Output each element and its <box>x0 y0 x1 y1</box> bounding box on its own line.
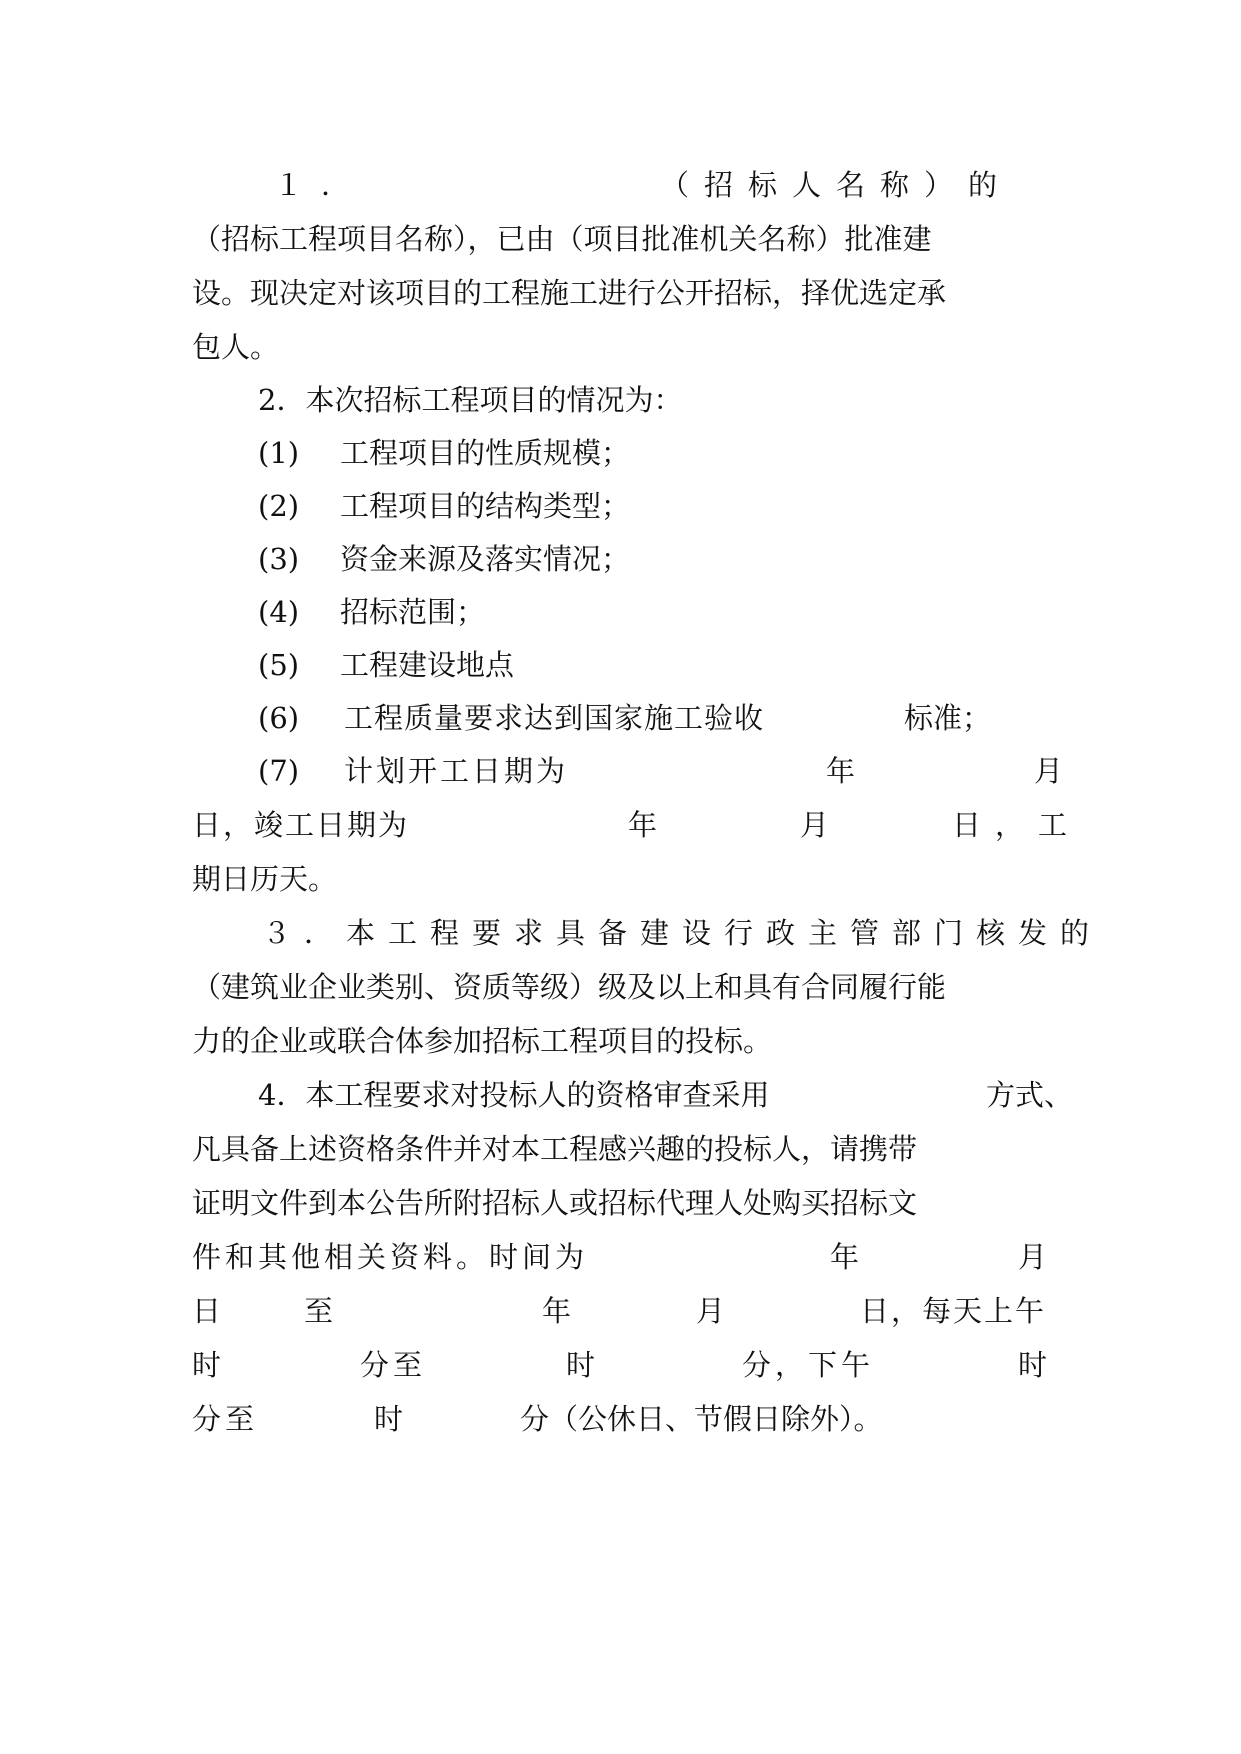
minute-to-label: 分至 <box>360 1348 427 1382</box>
afternoon-label: 分，下午 <box>742 1348 875 1382</box>
p1-number: １． <box>274 168 369 202</box>
p3-line-1: ３．本工程要求具备建设行政主管部门核发的 <box>262 916 1103 950</box>
p2-line-completion <box>192 803 1082 847</box>
p1-tenderer-name: （招标人名称）的 <box>660 168 1013 202</box>
p1-line-2: （招标工程项目名称），已由（项目批准机关名称）批准建 <box>192 222 932 256</box>
p4-line-7 <box>192 1397 1062 1441</box>
item-number: (5) <box>258 648 300 682</box>
qualification-review-text: 4．本工程要求对投标人的资格审查采用 <box>258 1078 770 1112</box>
month-label: 月 <box>800 808 830 842</box>
hour-label: 时 <box>566 1348 596 1382</box>
minute-to-label: 分至 <box>192 1402 259 1436</box>
p2-item-5 <box>258 643 1062 687</box>
p1-line-3: 设。现决定对该项目的工程施工进行公开招标，择优选定承 <box>192 276 947 310</box>
p4-line-5 <box>192 1289 1062 1333</box>
item-text: 工程建设地点 <box>340 648 515 682</box>
p4-line-2: 凡具备上述资格条件并对本工程感兴趣的投标人，请携带 <box>192 1132 918 1166</box>
to-label: 至 <box>304 1294 334 1328</box>
p4-line-3: 证明文件到本公告所附招标人或招标代理人处购买招标文 <box>192 1186 918 1220</box>
item-number: (7) <box>258 754 300 788</box>
month-label: 月 <box>696 1294 726 1328</box>
p2-item-4 <box>258 590 1062 634</box>
item-number: (3) <box>258 542 300 576</box>
method-label: 方式、 <box>986 1078 1074 1112</box>
p2-item-2 <box>258 484 1062 528</box>
item-text: 资金来源及落实情况； <box>340 542 631 576</box>
item-text: 计划开工日期为 <box>344 754 569 788</box>
p1-line-4: 包人。 <box>192 330 280 364</box>
item-text: 招标范围； <box>340 595 486 629</box>
p2-heading: 2．本次招标工程项目的情况为： <box>258 383 683 417</box>
year-label: 年 <box>830 1240 860 1274</box>
p3-line-3: 力的企业或联合体参加招标工程项目的投标。 <box>192 1024 773 1058</box>
p2-line-duration: 期日历天。 <box>192 862 338 896</box>
p4-line-1 <box>258 1073 1074 1117</box>
day-label: 日 <box>192 1294 222 1328</box>
year-label: 年 <box>826 754 856 788</box>
p2-item-7 <box>258 749 1062 793</box>
month-label: 月 <box>1034 754 1064 788</box>
holiday-note: 分（公休日、节假日除外）。 <box>520 1402 883 1436</box>
item-text: 工程质量要求达到国家施工验收 <box>344 701 765 735</box>
month-label: 月 <box>1018 1240 1048 1274</box>
item-number: (2) <box>258 489 300 523</box>
day-morning-label: 日，每天上午 <box>860 1294 1047 1328</box>
hour-label: 时 <box>1018 1348 1048 1382</box>
year-label: 年 <box>542 1294 572 1328</box>
day-label: 日，工 <box>952 808 1082 842</box>
item-tail: 标准； <box>904 701 992 735</box>
p2-item-6 <box>258 696 1062 740</box>
completion-date-label: 日，竣工日期为 <box>192 808 410 842</box>
purchase-time-label: 件和其他相关资料。时间为 <box>192 1240 589 1274</box>
item-number: (1) <box>258 436 300 470</box>
p3-line-2: （建筑业企业类别、资质等级）级及以上和具有合同履行能 <box>192 970 947 1004</box>
p2-item-1 <box>258 431 1062 475</box>
hour-label: 时 <box>192 1348 222 1382</box>
item-text: 工程项目的结构类型； <box>340 489 631 523</box>
p1-line-1 <box>192 163 1062 207</box>
hour-label: 时 <box>374 1402 404 1436</box>
p2-item-3 <box>258 537 1062 581</box>
p4-line-6 <box>192 1343 1062 1387</box>
item-text: 工程项目的性质规模； <box>340 436 631 470</box>
p4-line-4 <box>192 1235 1062 1279</box>
item-number: (6) <box>258 701 300 735</box>
item-number: (4) <box>258 595 300 629</box>
year-label: 年 <box>628 808 658 842</box>
